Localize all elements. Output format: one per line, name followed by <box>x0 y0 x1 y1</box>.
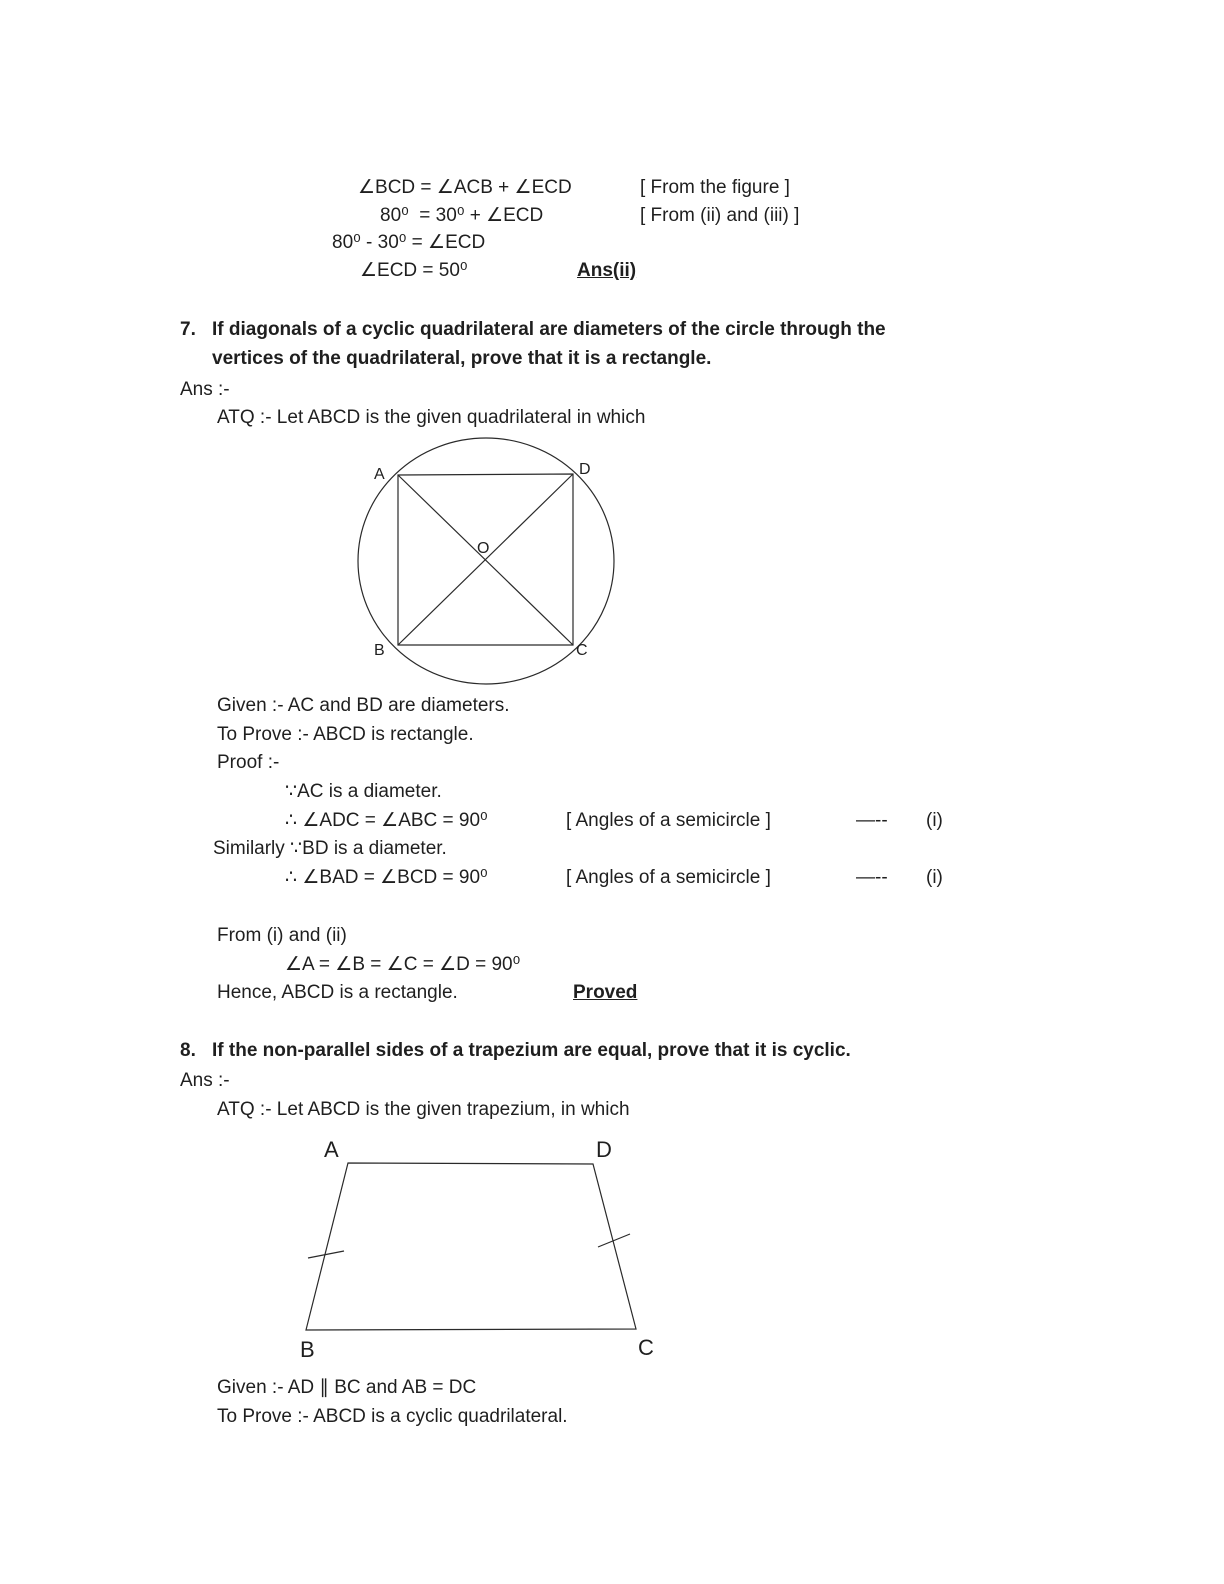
vertex-label-c: C <box>638 1335 654 1360</box>
proof-step-adc-note: [ Angles of a semicircle ] <box>566 810 771 831</box>
equation-line-1: ∠BCD = ∠ACB + ∠ECD <box>358 177 572 198</box>
circle-figure <box>350 428 626 690</box>
proved-label: Proved <box>573 982 638 1003</box>
given-line-q7: Given :- AC and BD are diameters. <box>217 695 510 716</box>
question-8-number: 8. <box>180 1040 196 1061</box>
proof-step-bad-dash: —-- <box>856 867 888 888</box>
vertex-label-a: A <box>324 1137 339 1162</box>
question-8-ans-label: Ans :- <box>180 1070 230 1091</box>
question-8-text: If the non-parallel sides of a trapezium are equal, prove that it is cyclic. <box>212 1040 851 1061</box>
proof-step-similarly: Similarly ∵BD is a diameter. <box>213 838 447 859</box>
vertex-label-a: A <box>374 466 385 483</box>
question-7-number: 7. <box>180 319 196 340</box>
equation-note-2: [ From (ii) and (iii) ] <box>640 205 800 226</box>
vertex-label-b: B <box>300 1337 315 1362</box>
proof-step-adc: ∴ ∠ADC = ∠ABC = 90⁰ <box>285 810 488 831</box>
hence-line: Hence, ABCD is a rectangle. <box>217 982 458 1003</box>
to-prove-line-q8: To Prove :- ABCD is a cyclic quadrilateral. <box>217 1406 568 1427</box>
equation-line-3: 80⁰ - 30⁰ = ∠ECD <box>332 232 486 253</box>
to-prove-line-q7: To Prove :- ABCD is rectangle. <box>217 724 474 745</box>
from-i-ii-line: From (i) and (ii) <box>217 925 347 946</box>
equation-note-1: [ From the figure ] <box>640 177 790 198</box>
angles-equal-line: ∠A = ∠B = ∠C = ∠D = 90⁰ <box>285 954 521 975</box>
question-8-atq-line: ATQ :- Let ABCD is the given trapezium, in which <box>217 1099 630 1120</box>
proof-step-bad-note: [ Angles of a semicircle ] <box>566 867 771 888</box>
proof-step-bad-ref: (i) <box>926 867 943 888</box>
question-7-text-line1: If diagonals of a cyclic quadrilateral are diameters of the circle through the <box>212 319 886 340</box>
trapezium-outline <box>306 1163 636 1330</box>
center-label-o: O <box>477 540 490 557</box>
proof-step-adc-dash: —-- <box>856 810 888 831</box>
question-7-atq-line: ATQ :- Let ABCD is the given quadrilateral in which <box>217 407 646 428</box>
proof-step-bad: ∴ ∠BAD = ∠BCD = 90⁰ <box>285 867 488 888</box>
equation-line-2: 80⁰ = 30⁰ + ∠ECD <box>380 205 544 226</box>
proof-step-adc-ref: (i) <box>926 810 943 831</box>
vertex-label-b: B <box>374 642 385 659</box>
question-7-text-line2: vertices of the quadrilateral, prove that it is a rectangle. <box>212 348 712 369</box>
answer-ii-label: Ans(ii) <box>577 260 637 281</box>
trapezium-figure <box>290 1125 660 1365</box>
given-line-q8: Given :- AD ∥ BC and AB = DC <box>217 1377 477 1398</box>
proof-step-because-ac: ∵AC is a diameter. <box>285 781 442 802</box>
proof-label: Proof :- <box>217 752 280 773</box>
vertex-label-c: C <box>576 642 588 659</box>
vertex-label-d: D <box>596 1137 612 1162</box>
vertex-label-d: D <box>579 461 591 478</box>
equation-line-4: ∠ECD = 50⁰ <box>360 260 468 281</box>
question-7-ans-label: Ans :- <box>180 379 230 400</box>
